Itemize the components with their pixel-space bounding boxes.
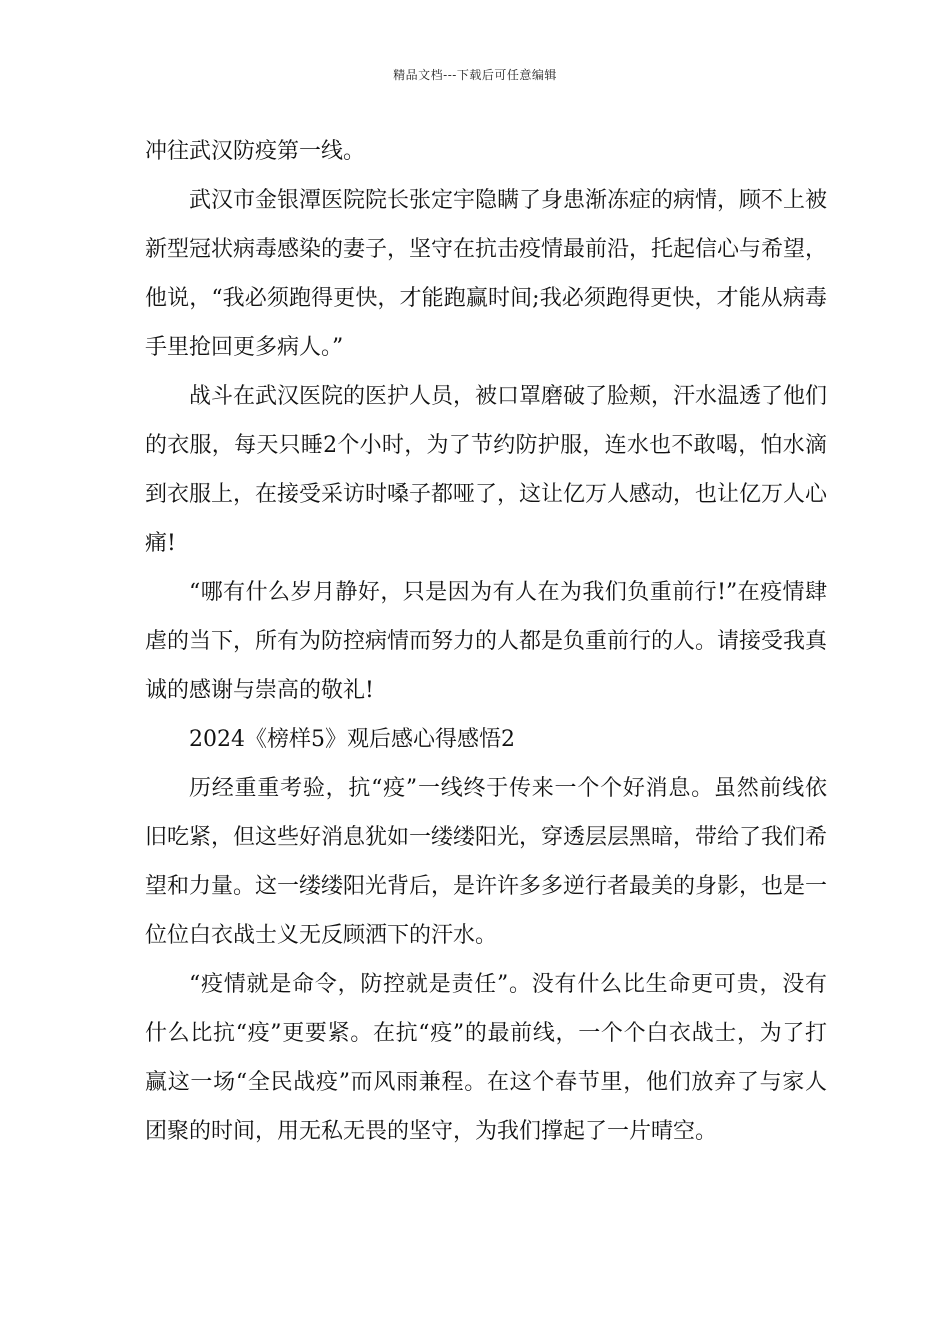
paragraph: 战斗在武汉医院的医护人员，被口罩磨破了脸颊，汗水温透了他们的衣服，每天只睡2个小时，为了节约防护服，连水也不敢喝，怕水滴到衣服上，在接受采访时嗓子都哑了，这让亿万人感动，也让亿万人心痛!: [145, 384, 828, 556]
paragraph: “疫情就是命令，防控就是责任”。没有什么比生命更可贵，没有什么比抗“疫”更要紧。在抗“疫”的最前线，一个个白衣战士，为了打赢这一场“全民战疫”而风雨兼程。在这个春节里，他们放弃了与家人团聚的时间，用无私无畏的坚守，为我们撑起了一片晴空。: [145, 972, 827, 1144]
page-header: 精品文档---下载后可任意编辑: [393, 68, 557, 82]
document-body: [145, 127, 827, 1156]
paragraph: 武汉市金银潭医院院长张定宇隐瞒了身患渐冻症的病情，顾不上被新型冠状病毒感染的妻子，坚守在抗击疫情最前沿，托起信心与希望，他说，“我必须跑得更快，才能跑赢时间;我必须跑得更快，才能从病毒手里抢回更多病人。”: [145, 188, 828, 360]
paragraph: “哪有什么岁月静好，只是因为有人在为我们负重前行!”在疫情肆虐的当下，所有为防控病情而努力的人都是负重前行的人。请接受我真诚的感谢与崇高的敬礼!: [145, 580, 828, 703]
paragraph: 冲往武汉防疫第一线。: [145, 139, 366, 164]
section-heading: 2024《榜样5》观后感心得感悟2: [189, 727, 515, 752]
paragraph: 历经重重考验，抗“疫”一线终于传来一个个好消息。虽然前线依旧吃紧，但这些好消息犹如一缕缕阳光，穿透层层黑暗，带给了我们希望和力量。这一缕缕阳光背后，是许许多多逆行者最美的身影，也是一位位白衣战士义无反顾洒下的汗水。: [145, 776, 828, 948]
